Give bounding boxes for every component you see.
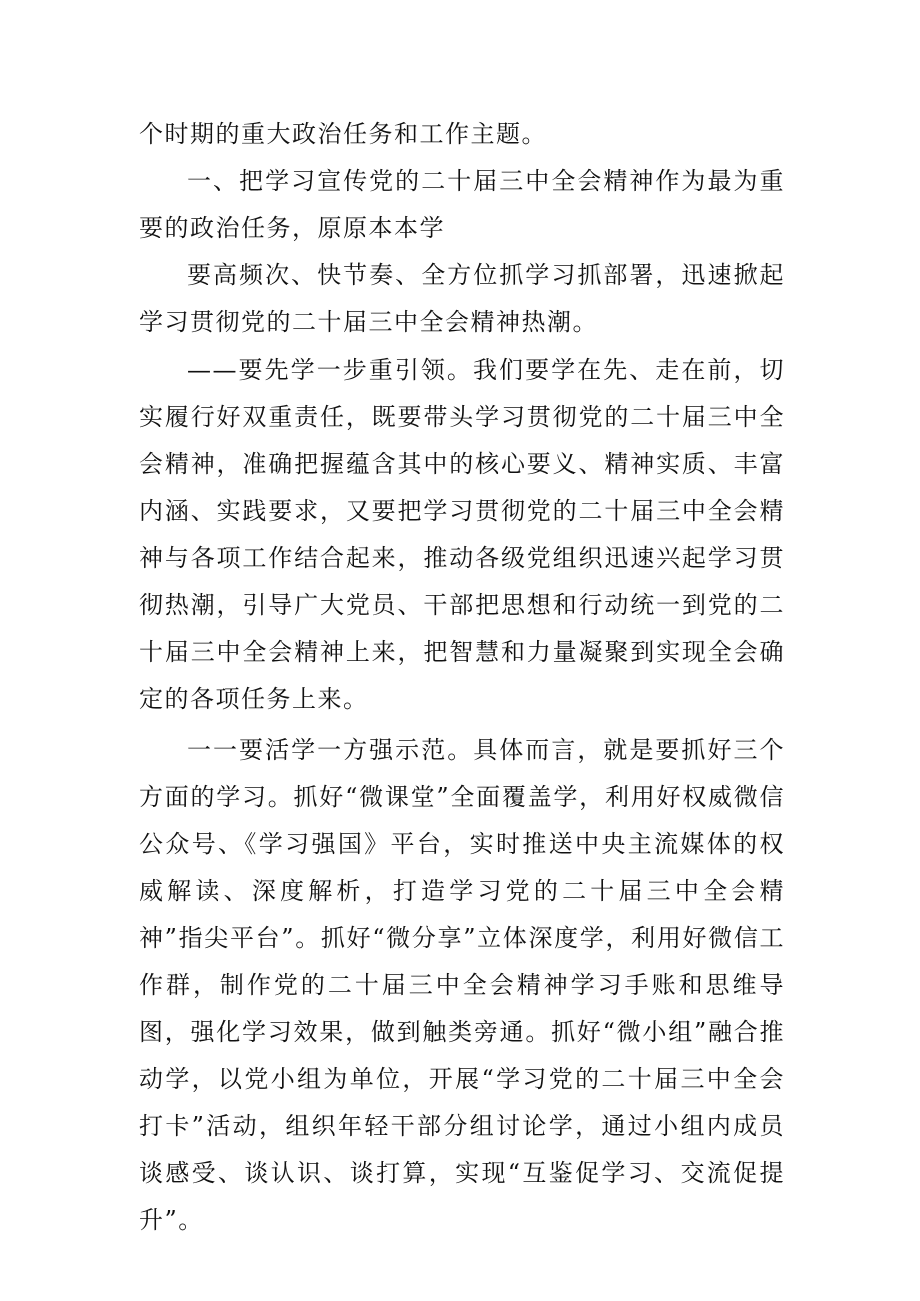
section-heading: 一、把学习宣传党的二十届三中全会精神作为最为重要的政治任务，原原本本学	[139, 167, 785, 242]
document-body	[139, 111, 785, 1244]
paragraph-continuation: 个时期的重大政治任务和工作主题。	[139, 120, 547, 148]
paragraph-learn-flexibly: 一一要活学一方强示范。具体而言，就是要抓好三个方面的学习。抓好“微课堂”全面覆盖学，利用好权威微信公众号、《学习强国》平台，实时推送中央主流媒体的权威解读、深度解析，打造学习党的二十届三中全会精神”指尖平台”。抓好“微分享”立体深度学，利用好微信工作群，制作党的二十届三中全会精神学习手账和思维导图，强化学习效果，做到触类旁通。抓好“微小组”融合推动学，以党小组为单位，开展“学习党的二十届三中全会打卡”活动，组织年轻干部分组讨论学，通过小组内成员谈感受、谈认识、谈打算，实现“互鉴促学习、交流促提升”。	[139, 736, 785, 1234]
paragraph-lead-first: ——要先学一步重引领。我们要学在先、走在前，切实履行好双重责任，既要带头学习贯彻党的二十届三中全会精神，准确把握蕴含其中的核心要义、精神实质、丰富内涵、实践要求，又要把学习贯彻党的二十届三中全会精神与各项工作结合起来，推动各级党组织迅速兴起学习贯彻热潮，引导广大党员、干部把思想和行动统一到党的二十届三中全会精神上来，把智慧和力量凝聚到实现全会确定的各项任务上来。	[139, 356, 785, 713]
paragraph-intro: 要高频次、快节奏、全方位抓学习抓部署，迅速掀起学习贯彻党的二十届三中全会精神热潮。	[139, 261, 785, 336]
